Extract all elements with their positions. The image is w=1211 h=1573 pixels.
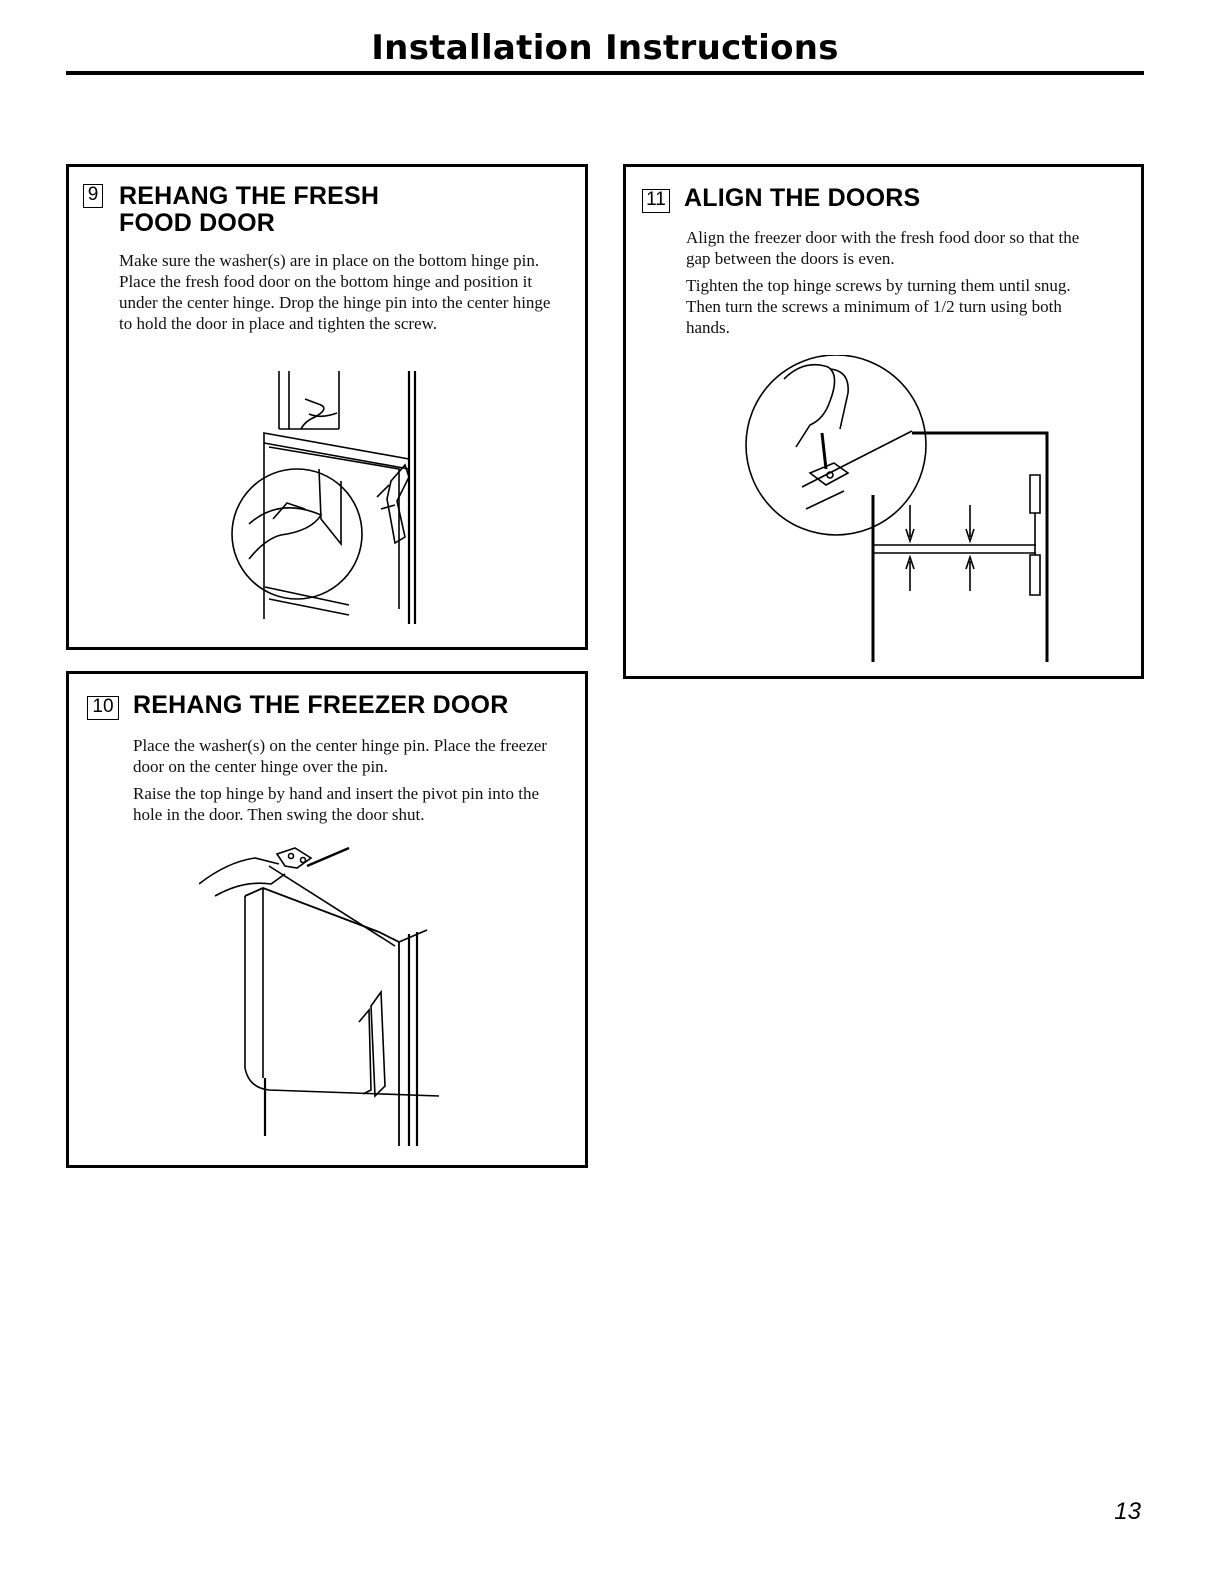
step-10-box (66, 671, 588, 1168)
step-9-title-line-2: FOOD DOOR (119, 209, 275, 237)
step-9-paragraph-1: Make sure the washer(s) are in place on the bottom hinge pin. Place the fresh food door on the bottom hinge and position it under the center hinge. Drop the hinge pin into the center hinge to hold the door in place and tighten the screw. (119, 251, 551, 333)
step-11-paragraph-1: Align the freezer door with the fresh food door so that the gap between the doors is even. (686, 228, 1080, 268)
step-9-number-badge: 9 (83, 184, 103, 208)
step-9-body (119, 250, 559, 340)
step-11-number-badge: 11 (642, 189, 670, 213)
step-10-paragraph-1: Place the washer(s) on the center hinge pin. Place the freezer door on the center hinge over the pin. (133, 736, 547, 776)
page-header (66, 24, 1144, 72)
step-9-title (119, 183, 379, 237)
step-11-body (686, 227, 1106, 344)
step-10-body (133, 735, 553, 831)
step-9-fresh-food-door-illustration (209, 369, 439, 634)
step-10-title-line-1: REHANG THE FREEZER DOOR (133, 691, 509, 719)
step-10-freezer-door-illustration (199, 846, 459, 1148)
step-10-title (133, 692, 508, 719)
page-number: 13 (1114, 1498, 1141, 1525)
header-rule (66, 71, 1144, 75)
step-11-box (623, 164, 1144, 679)
page-title: Installation Instructions (371, 28, 839, 68)
step-9-title-line-1: REHANG THE FRESH (119, 182, 380, 210)
step-10-paragraph-2: Raise the top hinge by hand and insert the pivot pin into the hole in the door. Then swing the door shut. (133, 784, 540, 824)
step-11-title (684, 185, 920, 212)
step-11-paragraph-2: Tighten the top hinge screws by turning them until snug. Then turn the screws a minimum of 1/2 turn using both hands. (686, 276, 1071, 337)
step-9-box (66, 164, 588, 650)
step-11-title-line-1: ALIGN THE DOORS (684, 184, 921, 212)
step-11-align-doors-illustration (744, 355, 1064, 665)
step-10-number-badge: 10 (87, 696, 119, 720)
